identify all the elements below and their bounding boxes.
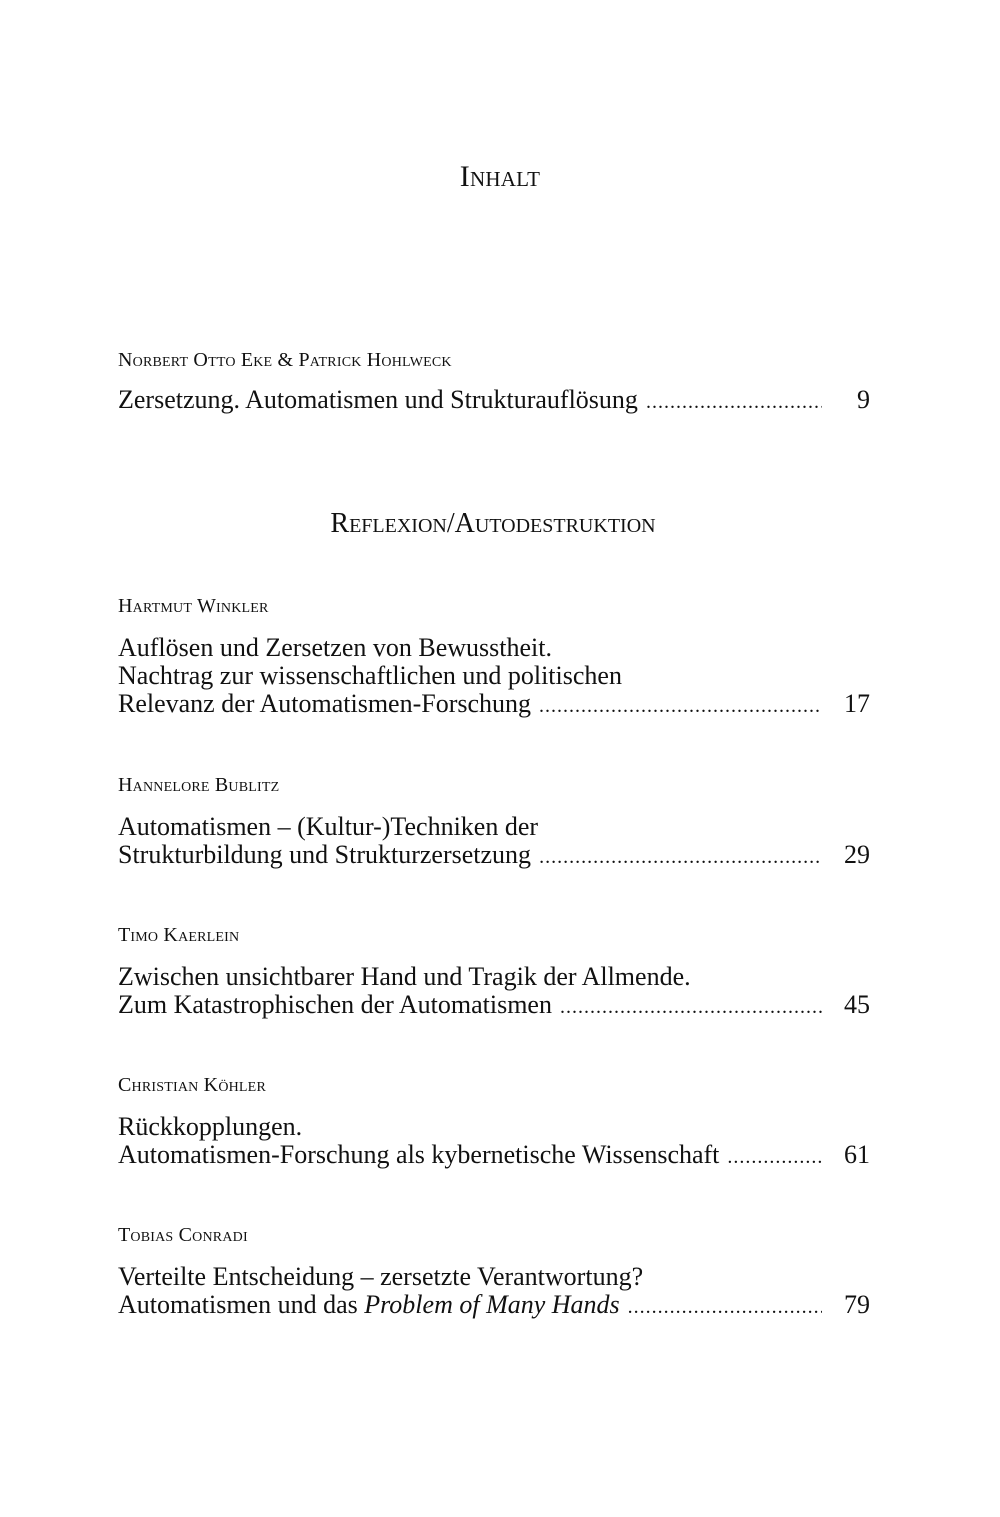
entry-title-prefix: Automatismen und das — [118, 1290, 365, 1319]
entry-author: Tobias Conradi — [118, 1224, 248, 1246]
page-number: 17 — [844, 689, 870, 718]
page-number: 61 — [844, 1140, 870, 1169]
entry-title-line: Automatismen – (Kultur-)Techniken der — [118, 812, 539, 841]
dot-leader — [628, 1293, 822, 1321]
toc-entry — [118, 923, 870, 1021]
entry-title-line: Verteilte Entscheidung – zersetzte Verantwortung? — [118, 1262, 644, 1291]
entry-title-line — [118, 1291, 870, 1321]
entry-title-line: Rückkopplungen. — [118, 1112, 303, 1141]
entry-title: Zersetzung. Automatismen und Strukturauflösung — [118, 385, 638, 414]
dot-leader — [539, 843, 822, 871]
dot-leader — [539, 692, 822, 720]
entry-author: Hannelore Bublitz — [118, 774, 280, 796]
entry-title — [118, 1291, 620, 1319]
entry-title: Zum Katastrophischen der Automatismen — [118, 990, 552, 1019]
entry-author: Timo Kaerlein — [118, 924, 240, 946]
dot-leader — [560, 993, 822, 1021]
section-heading: Reflexion/Autodestruktion — [330, 508, 656, 539]
toc-entry — [118, 1073, 870, 1171]
page-number: 79 — [844, 1290, 870, 1319]
entry-author: Christian Köhler — [118, 1074, 266, 1096]
entry-title-line: Auflösen und Zersetzen von Bewusstheit. — [118, 633, 552, 662]
page-title: Inhalt — [459, 160, 541, 193]
entry-title-line — [118, 841, 870, 871]
entry-title-italic: Problem of Many Hands — [364, 1290, 620, 1319]
entry-title: Relevanz der Automatismen-Forschung — [118, 689, 532, 718]
entry-title-line: Zwischen unsichtbarer Hand und Tragik der Allmende. — [118, 962, 691, 991]
entry-title-line — [118, 386, 870, 416]
toc-entry — [118, 594, 870, 720]
page-number: 45 — [844, 990, 870, 1019]
entry-title-line — [118, 1141, 870, 1171]
entry-title-line — [118, 690, 870, 720]
dot-leader — [727, 1143, 822, 1171]
toc-entry-intro — [118, 348, 870, 416]
entry-title: Strukturbildung und Strukturzersetzung — [118, 840, 532, 869]
entry-title-line — [118, 991, 870, 1021]
toc-entry — [118, 773, 870, 871]
entry-author: Hartmut Winkler — [118, 595, 269, 617]
entry-title-line: Nachtrag zur wissenschaftlichen und politischen — [118, 661, 622, 690]
entry-title: Automatismen-Forschung als kybernetische Wissenschaft — [118, 1140, 720, 1169]
page-number: 29 — [844, 840, 870, 869]
toc-entry — [118, 1223, 870, 1321]
page-number: 9 — [857, 385, 870, 414]
entry-author: Norbert Otto Eke & Patrick Hohlweck — [118, 349, 452, 371]
dot-leader — [646, 388, 822, 416]
